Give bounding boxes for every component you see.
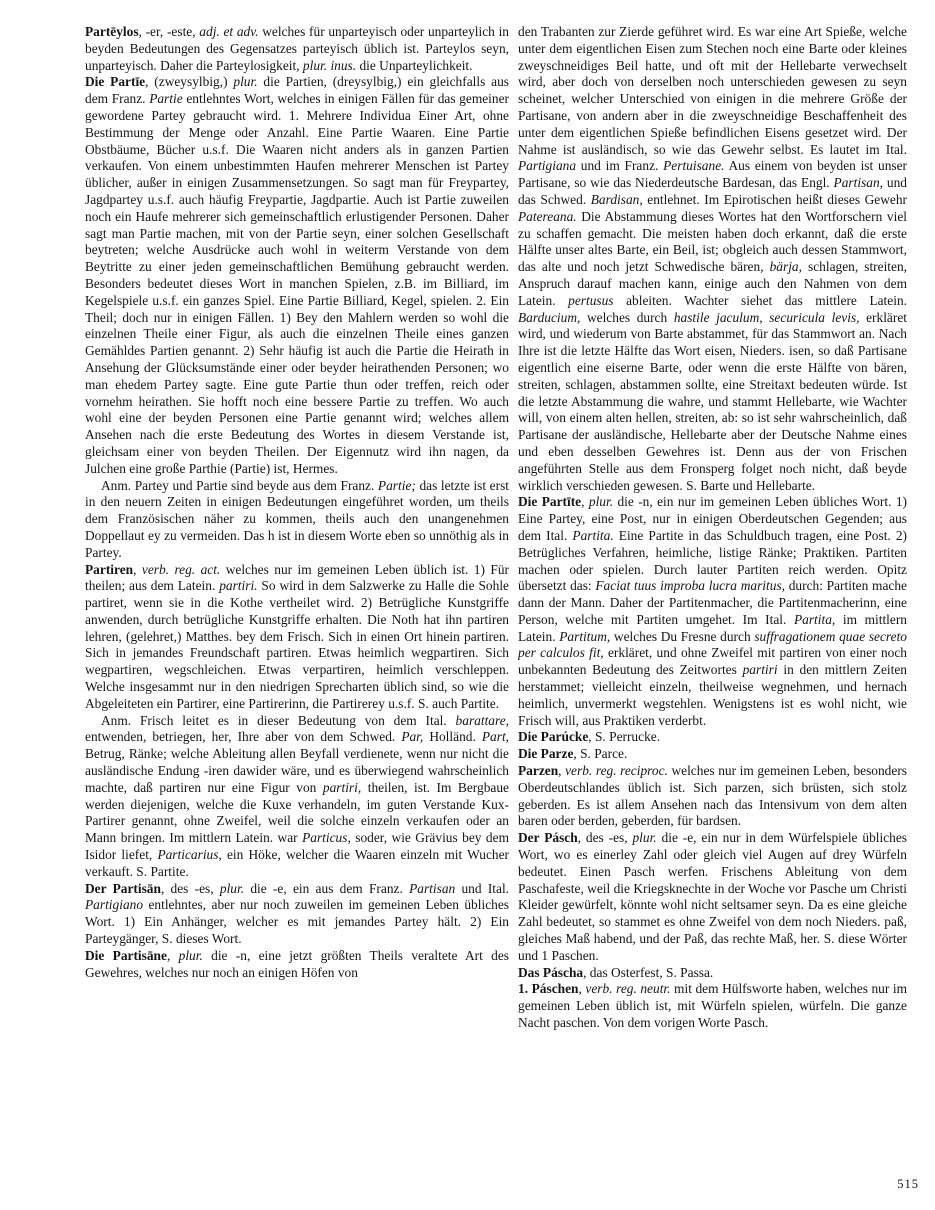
- text-run: pertusus: [568, 292, 614, 308]
- text-run: barattare,: [455, 712, 509, 728]
- text-run: welches durch: [580, 309, 674, 325]
- anm-partiren: [85, 713, 509, 881]
- text-run: erkläret, und ohne Zweifel mit partiren von einer noch unbekannten Bedeutung des Zeitwortes: [518, 645, 907, 678]
- text-run: , das Osterfest, S. Passa.: [583, 964, 714, 980]
- text-run: Partigiano: [85, 897, 144, 913]
- text-run: verb. reg. reciproc.: [565, 763, 668, 779]
- text-run: suffragationem quae secreto per calculos fit,: [518, 628, 907, 661]
- headword: Partiren: [85, 561, 134, 577]
- text-run: partiri,: [322, 779, 362, 795]
- headword: Die Partīe: [85, 74, 146, 90]
- text-run: Barducium,: [518, 309, 581, 325]
- text-run: Particus,: [302, 830, 351, 846]
- text-run: ,: [578, 981, 586, 997]
- text-run: Patereana.: [518, 208, 577, 224]
- entry-parzen: [518, 763, 907, 830]
- text-run: die -e, ein nur in dem Würfelspiele übliches Wort, wo es einerley Zahl oder gleich viel Augen auf drey Würfeln bedeutet. Einen Pasch werfen. Frischens Ableitung von dem Paschafeste, weil die Kriegsknechte in der Woche vor Pasche um Christi Kleider gewürfelt, könnte wohl nicht seltsamer seyn. Da es eine gleiche Zahl bedeutet, so stammet es ohne Zweifel von dem noch Nieders. paß, gleiches Maß habend, und der Paß, das rechte Maß, her. S. diese Wörter und 1 Paschen.: [518, 830, 907, 963]
- headword: Die Partīte: [518, 494, 582, 510]
- text-run: Partisan: [409, 880, 456, 896]
- text-run: plur.: [219, 880, 245, 896]
- text-run: , des -es,: [160, 880, 220, 896]
- text-run: in den mittlern Zeiten herstammet; vielleicht einzeln, theilweise wegnehmen, und hernach heimlich, unvermerkt wegstehlen. Wenigstens ist es wohl nicht, wie Frisch will, aus Praktiken verderbt.: [518, 662, 907, 728]
- text-run: Partisan,: [833, 175, 884, 191]
- right-column: [518, 24, 907, 1184]
- text-run: verb. reg. neutr.: [585, 981, 671, 997]
- text-run: Partita,: [793, 611, 836, 627]
- text-run: partiri.: [219, 578, 258, 594]
- entry-parze: [518, 746, 907, 763]
- headword: Das Páscha: [518, 964, 584, 980]
- text-run: erkläret wird, und wiederum von Barte abstammet, für das Stammwort an. Nach Ihre ist die letzte Hälfte das Wort eisen, Nieders. isen, so daß Partisane eigentlich eine eiserne Barte, oder wenn die erste Hälfte von bären, streiten, schlagen, abstammen sollte, eine Streitaxt bedeuten würde. Ist die letzte Abstammung die wahre, und stammt Hellebarte, wie Wachter will, von einem alten hellen, streiten, ab: so ist sehr wahrscheinlich, daß Partisane der ausländische, Hellebarte aber der Deutsche Nahme eines und eben desselben Gewehres ist. Denn aus der von Frischen angeführten Stelle aus dem Fronsperg folget noch nicht, daß beyde wirklich verschieden gewesen. S. Barte und Hellebarte.: [518, 309, 907, 493]
- text-run: Anm. Frisch leitet es in dieser Bedeutung von dem Ital.: [101, 712, 456, 728]
- text-run: plur. inus.: [302, 57, 357, 73]
- entry-pasch: [518, 830, 907, 964]
- headword: 1. Páschen: [518, 981, 579, 997]
- text-run: verb. reg. act.: [141, 561, 221, 577]
- text-run: die -e, ein aus dem Franz.: [244, 880, 410, 896]
- text-run: entlehntes Wort, welches in einigen Fällen für das gemeiner gewordene Partey gebraucht wird. 1. Mehrere Individua Einer Art, ohne Bestimmung der Menge oder Anzahl. Eine Partie Waaren. Eine Partie Obstbäume, Bücher u.s.f. Die Waaren nicht anders als in ganzen Partien verkaufen. Von einem unbestimmten Haufen mehrerer Menschen ist Partey üblicher, außer in einigen Zusammensetzungen. So sagt man für Freypartey, Jagdpartey u.s.f. auch häufig Freypartie, Jagdpartie. Auch ist Partie zuweilen noch ein Haufe mehrerer sich gemeinschaftlich erlustigender Personen. Daher sagt man Partie machen, mit von der Partie seyn, einer solchen Gesellschaft beytreten; welche Ausdrücke auch wohl in weiterm Verstande von dem Beytritte zu einer jeden gemeinschaftlichen Bemühung gebraucht werden. Besonders bedeutet dieses Wort in manchen Spielen, z.B. im Billiard, im Kegelspiele u.s.f. ein ganzes Spiel. Eine Partie Billiard, Kegel, spielen. 2. Ein Theil; doch nur in einigen Fällen. 1) Bey den Mahlern werden so wohl die einzelnen Theile einer Figur, als auch die einzelnen Theile eines ganzen Gemähldes Partien genannt. 2) Sehr häufig ist auch die Partie die Heirath in Ansehung der Glücksumstände einer oder beyder heirathenden Personen; wo man ehedem Partey sagte. Eine gute Partie thun oder treffen, reich oder vornehm heirathen. Sie hofft noch eine bessere Partie zu treffen. Wo auch wohl eine der beyden Personen eine Partie genannt wird; welches allem Ansehen nach die erste Bedeutung des Wortes in diesem Verstande ist, gleichsam einer von beyden Theilen. Der Eigennutz wird ihn nagen, da Julchen eine große Parthie (Partie) ist, Hermes.: [85, 91, 509, 476]
- left-column: [85, 24, 509, 1184]
- text-run: schlagen, streiten, Anspruch darauf machen kann, einige auch den Nahmen von dem Latein.: [518, 259, 907, 308]
- text-run: durch: Partiten mache dann der Mann. Daher der Partitenmacher, die Partitenmacherinn, eine Person, welche mit Partiten umgehet. Im Ital.: [518, 578, 907, 627]
- entry-parucke: [518, 729, 907, 746]
- anm-partie: [85, 478, 509, 562]
- text-run: Die Abstammung dieses Wortes hat den Wortforschern viel zu schaffen gemacht. Die meisten haben doch erkannt, daß die erste Hälfte unser altes Barte, ein Beil, ist; obgleich auch dessen Stammwort, das alte und noch jetzt Schwedische bären,: [518, 208, 907, 275]
- text-run: Bardisan,: [590, 191, 643, 207]
- entry-partisane: [85, 948, 509, 982]
- text-run: entwenden, betriegen, her, Ihre aber von dem Schwed.: [85, 729, 402, 745]
- text-run: die -n, ein nur im gemeinen Leben übliches Wort. 1) Eine Partey, eine Post, nur in einigen Oberdeutschen Gegenden; aus dem Ital.: [518, 494, 907, 543]
- headword: Der Partisān: [85, 880, 161, 896]
- text-run: Partitum,: [559, 628, 611, 644]
- text-run: und Ital.: [455, 880, 509, 896]
- text-run: partiri: [742, 662, 778, 678]
- text-run: plur.: [588, 494, 614, 510]
- text-run: soder, wie Grävius bey dem Isidor liefet,: [85, 830, 509, 863]
- entry-partite: [518, 494, 907, 729]
- text-run: die Unparteylichkeit.: [356, 57, 473, 73]
- text-run: den Trabanten zur Zierde geführet wird. Es war eine Art Spieße, welche unter dem eigentlichen Eisen zum Stechen noch eine Barte oder kleines zweyschneidiges Beil hatte, und oft mit der Hellebarte verwechselt wird, aber doch von derselben noch unterschieden gewesen zu seyn scheinet, welcher Unterschied von einigen in die mehrere Größe der Partisane, von andern aber in die zweyschneidige Beschaffenheit des unter dem eigentlichen Spieße befindlichen Eisens gesetzet wird. Der Nahme ist ausländisch, so wie das Gewehr selbst. Es lautet im Ital.: [518, 24, 907, 157]
- text-run: Faciat tuus improba lucra maritus,: [595, 578, 785, 594]
- headword: Die Parze: [518, 746, 574, 762]
- text-run: entlehntes, aber nur noch zuweilen im gemeinen Leben übliches Wort. 1) Ein Anhänger, welcher es mit jemandes Partey hält. 2) Ein Parteygänger, S. dieses Wort.: [85, 897, 509, 947]
- text-run: Particarius,: [157, 847, 222, 863]
- text-run: Partigiana: [518, 158, 577, 174]
- text-run: So wird in dem Salzwerke zu Halle die Sohle partiret, wenn sie in die Kothe vertheilet wird. 2) Betrügliche Kunstgriffe anwenden, durch betrügliche Kunstgriffe erhalten. Die Noth hat ihn partiren lehren, (gelehret,) Matthes. bey dem Frisch. Sich in einen Ort hinein partiren. Sich in jemandes Freundschaft partiren. Etwas heimlich wegpartiren. Sich wegpartiren, wegschleichen. Etwas verpartiren, heimlich verschleppen. Welche insgesammt nur in den niedrigen Sprecharten üblich sind, so wie die Abgeleiteten ein Partirer, eine Partirerinn, die Partirerey u.s.f. S. auch Partite.: [85, 578, 509, 711]
- entry-partie: [85, 74, 509, 477]
- text-run: bärja,: [769, 259, 802, 275]
- text-run: Pertuisane.: [663, 158, 725, 174]
- text-run: , des -es,: [577, 830, 633, 846]
- text-run: welches für unparteyisch oder unparteylich in beyden Bedeutungen des Gegensatzes parteyisch üblich ist. Parteylos seyn, unparteyisch. Daher die Parteylosigkeit,: [85, 24, 509, 73]
- text-run: , S. Parce.: [573, 746, 628, 762]
- page-number: 515: [897, 1177, 919, 1191]
- entry-partiren: [85, 562, 509, 713]
- text-run: plur.: [632, 830, 657, 846]
- headword: Der Pásch: [518, 830, 578, 846]
- text-run: ein Höke, welcher die Waaren einzeln mit Wucher verkauft. S. Partite.: [85, 847, 509, 879]
- text-run: entlehnet. Im Epirotischen heißt dieses Gewehr: [642, 191, 907, 207]
- text-run: und das Schwed.: [518, 175, 907, 207]
- text-run: , (zweysylbig,): [145, 74, 234, 90]
- text-run: im mittlern Latein.: [518, 611, 907, 644]
- entry-paschen-1: [518, 981, 907, 1031]
- text-run: plur.: [178, 947, 203, 963]
- headword: Die Partisāne: [85, 947, 167, 963]
- text-run: Partie;: [377, 477, 416, 493]
- text-run: welches nur im gemeinen Leben üblich ist. 1) Für theilen; aus dem Latein.: [85, 561, 509, 594]
- text-run: theilen, ist. Im Bergbaue werden diejenigen, welche die Kuxe verhandeln, im guten Verstande Kux-Partirer genannt, ohne Zweifel, weil die solche einzeln verkaufen oder an Mann bringen. Im mittlern Latein. war: [85, 779, 509, 846]
- text-run: Holländ.: [423, 729, 482, 745]
- text-run: adj. et adv.: [199, 24, 259, 39]
- text-run: hastile jaculum, securicula levis,: [673, 309, 860, 325]
- headword: Parzen: [518, 763, 559, 779]
- text-run: ,: [133, 561, 142, 577]
- text-run: Betrug, Ränke; welche Ableitung allen Beyfall verdienete, wenn nur nicht die ausländische Endung -iren dawider wäre, und es überwiegend wahrscheinlich machte, daß partiren nur eine Figur von: [85, 746, 509, 795]
- text-run: plur.: [233, 74, 258, 90]
- text-run: ,: [558, 763, 566, 779]
- entry-partisane-continuation: [518, 24, 907, 494]
- text-run: die -n, eine jetzt größten Theils veraltete Art des Gewehres, welches nur noch an einigen Höfen von: [85, 947, 509, 980]
- text-run: , S. Perrucke.: [588, 729, 661, 745]
- text-run: und im Franz.: [576, 158, 664, 174]
- headword: Partēylos: [85, 24, 139, 39]
- text-run: ableiten. Wachter siehet das mittlere Latein.: [613, 292, 907, 308]
- text-run: mit dem Hülfsworte haben, welches nur im gemeinen Leben üblich ist, mit Würfeln spielen, würfeln. Die ganze Nacht paschen. Von dem vorigen Worte Pasch.: [518, 981, 907, 1031]
- text-run: Par,: [401, 729, 424, 745]
- text-run: ,: [581, 494, 589, 510]
- text-run: Part,: [481, 729, 509, 745]
- text-run: , -er, -este,: [138, 24, 200, 39]
- text-run: welches Du Fresne durch: [610, 628, 755, 644]
- text-run: die Partien, (dreysylbig,) ein gleichfalls aus dem Franz.: [85, 74, 509, 107]
- text-run: ,: [166, 947, 179, 963]
- text-run: Eine Partite in das Schuldbuch tragen, eine Post. 2) Betrügliches Verfahren, heimliche, listige Ränke; Praktiken. Partiten machen oder spielen. Durch lauter Partiten reich werden. Opitz übersetzt das:: [518, 527, 907, 594]
- text-run: das letzte ist erst in den neuern Zeiten in einigen Bedeutungen eingeführet worden, um theils dem Französischen näher zu kommen, theils auch den unangenehmen Doppellaut ey zu vermeiden. Das h ist in diesem Worte eben so unnöthig als in Partey.: [85, 477, 509, 560]
- entry-partisan: [85, 881, 509, 948]
- text-run: Anm. Partey und Partie sind beyde aus dem Franz.: [101, 477, 378, 493]
- text-run: Partie: [149, 91, 183, 107]
- entry-pascha: [518, 965, 907, 982]
- entry-parteylos: [85, 24, 509, 74]
- headword: Die Parúcke: [518, 729, 589, 745]
- text-run: welches nur im gemeinen Leben, besonders Oberdeutschlandes üblich ist. Sich parzen, sich brüsten, sich stolz geberden. Es ist allem Ansehen nach das Intensivum von dem alten baren oder berden, geberden, für bardsen.: [518, 763, 907, 829]
- text-run: Aus einem von beyden ist unser Partisane, so wie das Niederdeutsche Bardesan, das Engl.: [518, 158, 907, 191]
- text-run: Partita.: [572, 527, 614, 543]
